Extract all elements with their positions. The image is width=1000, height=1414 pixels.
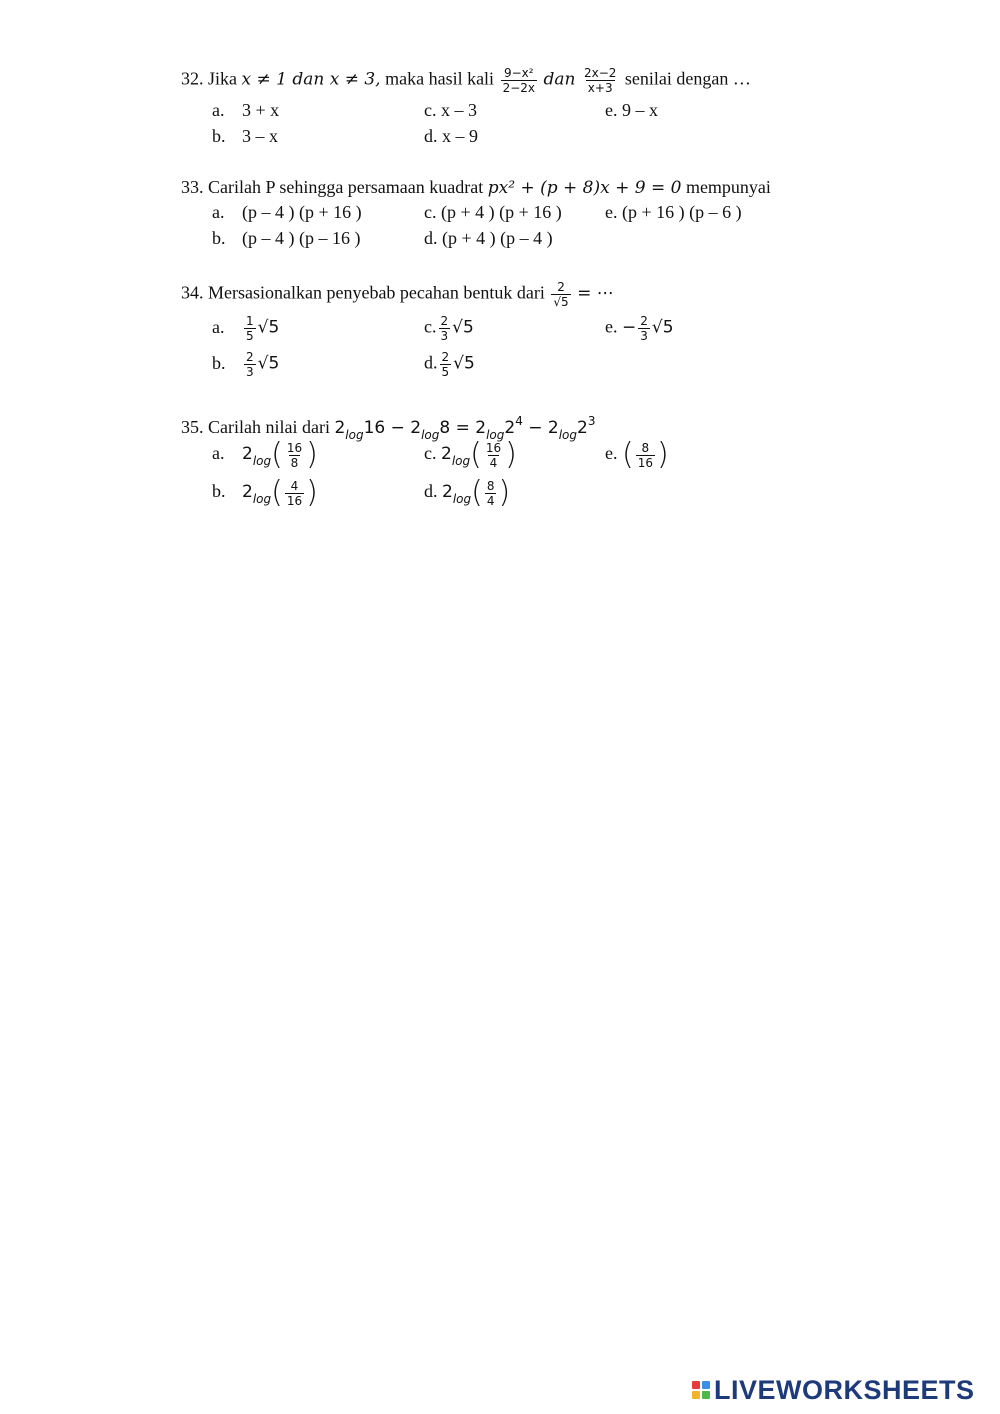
option-label: c.	[424, 316, 437, 337]
logo-square-green	[702, 1391, 710, 1399]
question-text: senilai dengan …	[624, 68, 751, 89]
fraction	[501, 66, 537, 95]
equation: px² + (p + 8)x + 9 = 0	[487, 178, 682, 198]
option-value: x – 9	[442, 126, 478, 146]
option-label: c.	[424, 443, 437, 464]
option-label: e.	[605, 443, 618, 464]
fraction-denominator: 3	[246, 365, 254, 379]
fraction-denominator: 4	[489, 455, 498, 470]
option-label: c.	[424, 202, 437, 222]
fraction-denominator: 5	[246, 329, 254, 343]
option-b[interactable]	[212, 228, 360, 249]
fraction	[244, 350, 256, 379]
option-d[interactable]	[424, 475, 511, 510]
log-subscript: log	[252, 454, 272, 469]
option-d[interactable]	[424, 350, 475, 379]
option-d[interactable]	[424, 126, 478, 147]
question-34	[181, 280, 614, 309]
question-text: Jika	[208, 68, 237, 89]
logo-square-yellow	[692, 1391, 700, 1399]
option-label: d.	[424, 352, 438, 373]
fraction	[636, 441, 655, 470]
fraction-numerator: 2x−2	[583, 66, 617, 80]
paren-open: (	[622, 437, 634, 472]
option-label: a.	[212, 202, 225, 222]
logo-icon	[692, 1381, 710, 1399]
option-value: (p – 4 ) (p – 16 )	[242, 228, 361, 248]
log-subscript: log	[452, 492, 472, 507]
fraction	[485, 479, 497, 508]
question-text: Mersasionalkan penyebab pecahan bentuk dari	[208, 282, 545, 303]
fraction-denominator: 8	[290, 455, 299, 470]
option-e[interactable]	[605, 100, 658, 121]
fraction-numerator: 4	[290, 478, 299, 493]
logo-square-red	[692, 1381, 700, 1389]
option-a[interactable]	[212, 202, 362, 223]
brand-name: LIVEWORKSHEETS	[714, 1374, 975, 1405]
option-b[interactable]	[212, 350, 279, 379]
log-term: 8 = 2	[439, 418, 487, 438]
log-base: 2	[242, 444, 253, 465]
log-base: 2	[441, 444, 452, 465]
paren-close: )	[306, 437, 318, 472]
option-a[interactable]	[212, 437, 318, 472]
square-root: √5	[257, 353, 280, 374]
option-c[interactable]	[424, 314, 474, 343]
option-b[interactable]	[212, 126, 278, 147]
option-value: (p + 16 ) (p – 6 )	[622, 202, 742, 222]
paren-close: )	[306, 475, 318, 510]
log-subscript: log	[345, 428, 364, 442]
option-value: 3 – x	[242, 126, 278, 146]
option-label: d.	[424, 228, 438, 248]
option-b[interactable]	[212, 475, 318, 510]
log-term: 2	[577, 418, 588, 438]
question-number: 35.	[181, 417, 204, 437]
fraction	[582, 66, 618, 95]
paren-open: (	[470, 437, 482, 472]
question-text: mempunyai	[685, 177, 771, 197]
fraction-denominator: 3	[440, 329, 449, 343]
fraction	[440, 350, 452, 379]
fraction	[285, 479, 304, 508]
fraction-numerator: 9−x²	[503, 66, 534, 80]
log-base: 2	[334, 418, 346, 438]
option-c[interactable]	[424, 100, 477, 121]
question-text: Carilah nilai dari	[208, 417, 330, 437]
fraction-numerator: 2	[246, 350, 254, 364]
paren-open: (	[271, 437, 283, 472]
paren-close: )	[657, 437, 669, 472]
question-number: 32.	[181, 68, 204, 89]
fraction-denominator: 3	[640, 329, 648, 343]
question-number: 34.	[181, 282, 204, 303]
exponent: 3	[587, 414, 596, 428]
liveworksheets-logo[interactable]	[692, 1376, 975, 1404]
question-number: 33.	[181, 177, 204, 197]
square-root: √5	[651, 317, 674, 338]
option-value: 3 + x	[242, 100, 280, 120]
question-text: Carilah P sehingga persamaan kuadrat	[208, 177, 484, 197]
option-label: e.	[605, 316, 618, 337]
fraction-numerator: 1	[246, 314, 254, 328]
option-a[interactable]	[212, 314, 279, 343]
fraction	[484, 441, 503, 470]
option-c[interactable]	[424, 437, 517, 472]
fraction	[244, 314, 256, 343]
option-label: b.	[212, 228, 226, 248]
square-root: √5	[452, 317, 474, 338]
log-term: 2	[504, 418, 516, 438]
square-root: √5	[453, 353, 475, 374]
log-subscript: log	[451, 454, 471, 469]
question-text: maka hasil kali	[385, 68, 495, 89]
question-33	[181, 176, 771, 199]
fraction-denominator: 2−2x	[502, 81, 535, 95]
equals-ellipsis: = ⋯	[577, 283, 614, 304]
fraction	[439, 314, 451, 343]
option-label: b.	[212, 481, 226, 502]
fraction-numerator: 2	[441, 350, 450, 364]
option-value: (p + 4 ) (p – 4 )	[442, 228, 553, 248]
option-sign: −	[622, 317, 637, 338]
fraction	[285, 441, 304, 470]
fraction-denominator: √5	[553, 295, 569, 309]
exponent: 4	[515, 414, 523, 428]
fraction-denominator: x+3	[587, 81, 613, 95]
option-label: a.	[212, 443, 225, 464]
log-subscript: log	[252, 492, 272, 507]
option-label: e.	[605, 100, 618, 120]
option-label: b.	[212, 352, 226, 373]
fraction-numerator: 2	[557, 280, 565, 294]
option-label: d.	[424, 126, 438, 146]
paren-close: )	[498, 475, 511, 510]
option-value: 9 – x	[622, 100, 658, 120]
fraction	[638, 314, 650, 343]
option-e[interactable]	[605, 202, 742, 223]
fraction-denominator: 16	[637, 455, 653, 470]
option-value: (p – 4 ) (p + 16 )	[242, 202, 362, 222]
fraction-denominator: 5	[441, 365, 450, 379]
option-value: (p + 4 ) (p + 16 )	[441, 202, 562, 222]
option-label: b.	[212, 126, 226, 146]
option-label: a.	[212, 100, 225, 120]
fraction-denominator: 4	[486, 493, 495, 508]
log-subscript: log	[486, 428, 505, 442]
fraction-numerator: 8	[641, 440, 650, 455]
fraction-numerator: 16	[485, 440, 502, 455]
paren-close: )	[505, 437, 517, 472]
option-a[interactable]	[212, 100, 279, 121]
option-c[interactable]	[424, 202, 562, 223]
fraction-numerator: 2	[440, 314, 449, 328]
fraction-denominator: 16	[286, 493, 303, 508]
fraction-numerator: 8	[486, 478, 495, 493]
log-base: 2	[242, 482, 253, 503]
log-base: 2	[442, 482, 453, 503]
option-value: x – 3	[441, 100, 477, 120]
log-expression	[334, 414, 596, 442]
option-label: e.	[605, 202, 618, 222]
fraction	[551, 280, 570, 309]
log-term: − 2	[522, 418, 559, 438]
square-root: √5	[257, 317, 280, 338]
question-32	[181, 66, 751, 95]
conjunction: dan	[543, 69, 576, 90]
option-e[interactable]	[605, 314, 674, 343]
option-label: c.	[424, 100, 437, 120]
option-d[interactable]	[424, 228, 553, 249]
option-e[interactable]	[605, 437, 669, 472]
fraction-numerator: 16	[286, 440, 303, 455]
condition-expression: x ≠ 1 dan x ≠ 3,	[241, 69, 381, 90]
logo-square-blue	[702, 1381, 710, 1389]
paren-open: (	[471, 475, 483, 510]
fraction-numerator: 2	[640, 314, 648, 328]
log-subscript: log	[421, 428, 440, 442]
log-subscript: log	[558, 428, 578, 442]
paren-open: (	[271, 475, 283, 510]
option-label: a.	[212, 316, 225, 337]
log-term: 16 − 2	[363, 418, 422, 438]
option-label: d.	[424, 481, 438, 502]
